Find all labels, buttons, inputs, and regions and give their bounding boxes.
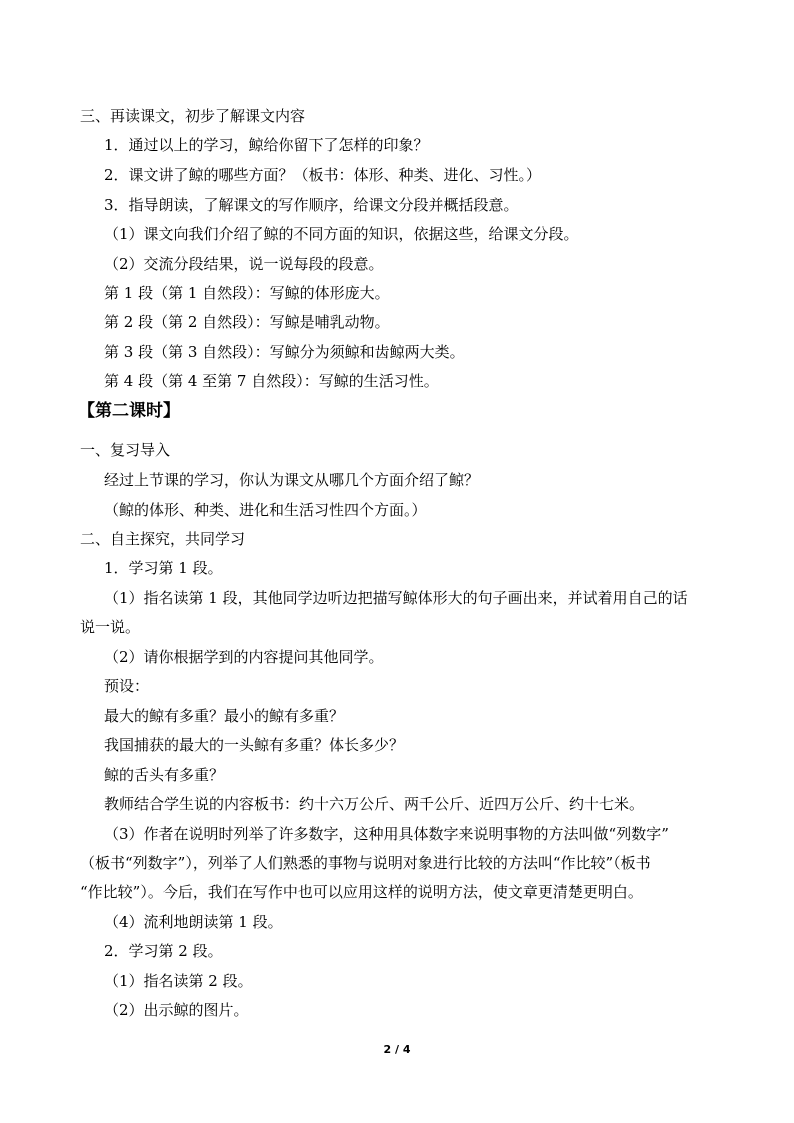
paragraph: 最大的鲸有多重？最小的鲸有多重？	[104, 707, 345, 725]
paragraph: （2）出示鲸的图片。	[104, 1001, 249, 1019]
paragraph: 1．学习第 1 段。	[104, 559, 223, 577]
paragraph: 2．课文讲了鲸的哪些方面？（板书：体形、种类、进化、习性。）	[104, 166, 542, 184]
segment-line: 第 4 段（第 4 至第 7 自然段）：写鲸的生活习性。	[104, 372, 439, 390]
paragraph: （2）请你根据学到的内容提问其他同学。	[104, 648, 384, 666]
segment-line: 第 1 段（第 1 自然段）：写鲸的体形庞大。	[104, 284, 390, 302]
paragraph: “作比较”）。今后，我们在写作中也可以应用这样的说明方法，使文章更清楚更明白。	[80, 883, 643, 901]
paragraph: （2）交流分段结果，说一说每段的段意。	[104, 255, 384, 273]
paragraph: （1）指名读第 1 段，其他同学边听边把描写鲸体形大的句子画出来，并试着用自己的话	[104, 589, 688, 607]
lesson-two-heading: 【第二课时】	[78, 401, 180, 421]
paragraph: （鲸的体形、种类、进化和生活习性四个方面。）	[104, 501, 427, 519]
paragraph: （板书“列数字”），列举了人们熟悉的事物与说明对象进行比较的方法叫“作比较”（板书	[80, 854, 651, 872]
section-three-title: 三、再读课文，初步了解课文内容	[80, 107, 306, 125]
paragraph: （1）指名读第 2 段。	[104, 972, 253, 990]
paragraph: 2．学习第 2 段。	[104, 942, 223, 960]
paragraph: （1）课文向我们介绍了鲸的不同方面的知识，依据这些，给课文分段。	[104, 225, 579, 243]
paragraph: 3．指导朗读，了解课文的写作顺序，给课文分段并概括段意。	[104, 196, 519, 214]
paragraph: 预设：	[104, 677, 150, 695]
explore-section-title: 二、自主探究，共同学习	[80, 530, 246, 548]
paragraph: 说一说。	[80, 618, 141, 636]
page-number: 2 / 4	[383, 1043, 411, 1056]
segment-line: 第 2 段（第 2 自然段）：写鲸是哺乳动物。	[104, 313, 390, 331]
paragraph: 1．通过以上的学习，鲸给你留下了怎样的印象？	[104, 136, 429, 154]
paragraph: 经过上节课的学习，你认为课文从哪几个方面介绍了鲸？	[104, 471, 480, 489]
paragraph: 教师结合学生说的内容板书：约十六万公斤、两千公斤、近四万公斤、约十七米。	[104, 795, 645, 813]
segment-line: 第 3 段（第 3 自然段）：写鲸分为须鲸和齿鲸两大类。	[104, 343, 465, 361]
review-section-title: 一、复习导入	[80, 441, 171, 459]
paragraph: （4）流利地朗读第 1 段。	[104, 913, 283, 931]
paragraph: （3）作者在说明时列举了许多数字，这种用具体数字来说明事物的方法叫做“列数字”	[104, 825, 669, 843]
paragraph: 鲸的舌头有多重？	[104, 766, 225, 784]
paragraph: 我国捕获的最大的一头鲸有多重？体长多少？	[104, 736, 405, 754]
